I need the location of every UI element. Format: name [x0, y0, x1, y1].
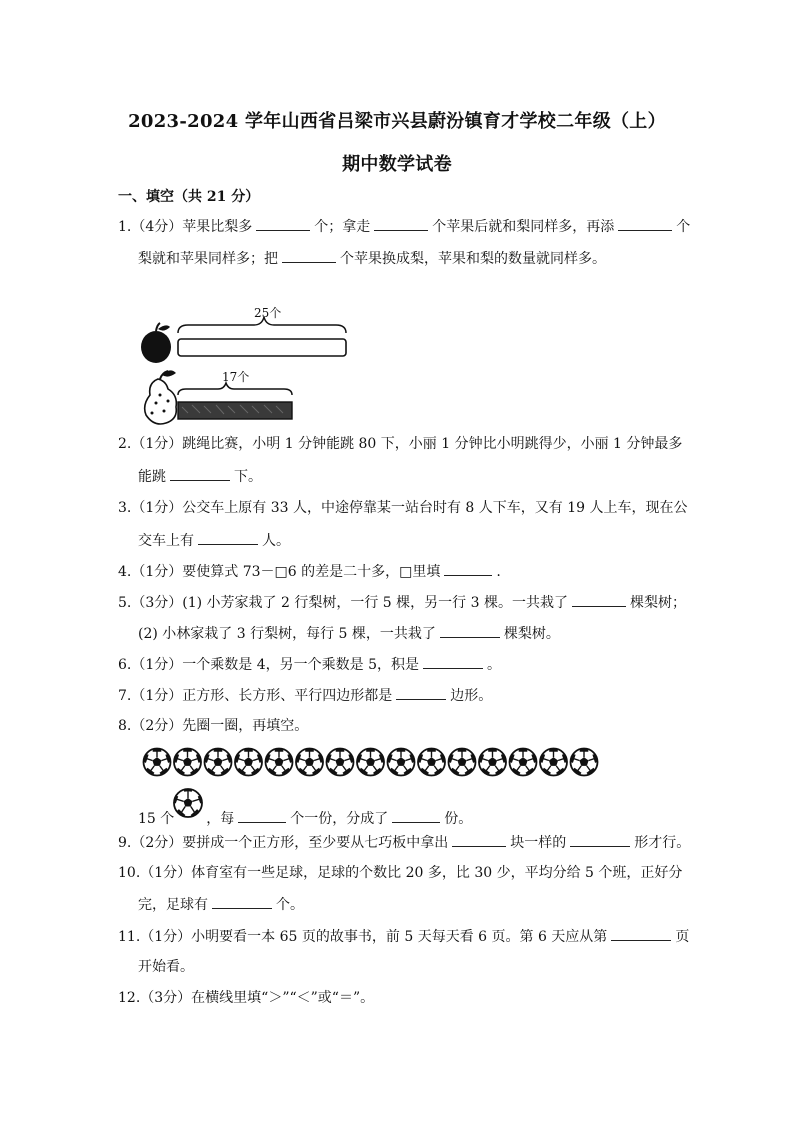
- soccer-ball-icon: [357, 749, 384, 776]
- question-1-line2: 梨就和苹果同样多；把 个苹果换成梨，苹果和梨的数量就同样多。: [138, 248, 606, 269]
- soccer-ball-icon: [266, 749, 293, 776]
- answer-blank[interactable]: [198, 530, 258, 545]
- answer-blank[interactable]: [396, 685, 446, 700]
- answer-blank[interactable]: [572, 592, 626, 607]
- soccer-ball-icon: [144, 749, 171, 776]
- answer-blank[interactable]: [570, 832, 630, 847]
- soccer-ball-icon: [510, 749, 537, 776]
- answer-blank[interactable]: [170, 466, 230, 481]
- pear-brace: [178, 383, 292, 395]
- answer-blank[interactable]: [423, 654, 483, 669]
- question-11-line2: 开始看。: [138, 959, 194, 975]
- question-9: 9.（2分）要拼成一个正方形，至少要从七巧板中拿出 块一样的 形才行。: [118, 832, 690, 853]
- soccer-ball-icon: [205, 749, 232, 776]
- soccer-ball-icon: [479, 749, 506, 776]
- answer-blank[interactable]: [618, 216, 672, 231]
- answer-blank[interactable]: [452, 832, 506, 847]
- question-3-line2: 交车上有 人。: [138, 530, 290, 551]
- soccer-ball-icon: [571, 749, 598, 776]
- apple-icon: [141, 323, 171, 363]
- soccer-ball-row: [140, 744, 600, 780]
- question-12: 12.（3分）在横线里填“＞”“＜”或“＝”。: [118, 990, 375, 1006]
- soccer-ball-icon: [235, 749, 262, 776]
- question-11-line1: 11.（1分）小明要看一本 65 页的故事书，前 5 天每天看 6 页。第 6 天应从第 页: [118, 926, 689, 947]
- question-6: 6.（1分）一个乘数是 4，另一个乘数是 5，积是 。: [118, 654, 501, 675]
- question-3-line1: 3.（1分）公交车上原有 33 人，中途停靠某一站台时有 8 人下车，又有 19 人上车，现在公: [118, 500, 688, 516]
- question-8-line2: 15 个 ，每 个一份，分成了 份。: [138, 803, 472, 829]
- soccer-ball-icon: [174, 749, 201, 776]
- question-8-line1: 8.（2分）先圈一圈，再填空。: [118, 718, 309, 734]
- question-10-line1: 10.（1分）体育室有一些足球，足球的个数比 20 多，比 30 少，平均分给 5 个班，正好分: [118, 865, 683, 881]
- answer-blank[interactable]: [392, 808, 440, 823]
- pear-icon: [145, 370, 177, 424]
- soccer-ball-icon: [540, 749, 567, 776]
- section-heading: 一、填空（共 21 分）: [118, 189, 260, 205]
- answer-blank[interactable]: [611, 926, 671, 941]
- pear-count-label: 17个: [222, 370, 250, 384]
- soccer-ball-icon: [172, 787, 204, 819]
- apple-pear-bar-figure: [136, 303, 366, 428]
- question-4: 4.（1分）要使算式 73－□6 的差是二十多，□里填 .: [118, 561, 501, 582]
- question-5-line2: (2) 小林家栽了 3 行梨树，每行 5 棵，一共栽了 棵梨树。: [138, 623, 560, 644]
- apple-bar: [178, 339, 346, 356]
- soccer-ball-icon: [388, 749, 415, 776]
- question-2-line1: 2.（1分）跳绳比赛，小明 1 分钟能跳 80 下，小丽 1 分钟比小明跳得少，小丽 1 分钟最多: [118, 436, 683, 452]
- soccer-ball-icon: [296, 749, 323, 776]
- answer-blank[interactable]: [440, 623, 500, 638]
- apple-count-label: 25个: [254, 306, 282, 320]
- question-5-line1: 5.（3分）(1) 小芳家栽了 2 行梨树，一行 5 棵，另一行 3 棵。一共栽了 棵梨树；: [118, 592, 686, 613]
- soccer-ball-icon: [449, 749, 476, 776]
- soccer-ball-icon: [418, 749, 445, 776]
- question-2-line2: 能跳 下。: [138, 466, 262, 487]
- answer-blank[interactable]: [212, 894, 272, 909]
- answer-blank[interactable]: [256, 216, 310, 231]
- pear-bar: [178, 402, 292, 419]
- answer-blank[interactable]: [282, 248, 336, 263]
- answer-blank[interactable]: [374, 216, 428, 231]
- answer-blank[interactable]: [444, 561, 492, 576]
- question-7: 7.（1分）正方形、长方形、平行四边形都是 边形。: [118, 685, 492, 706]
- exam-title-line2: 期中数学试卷: [342, 154, 452, 175]
- answer-blank[interactable]: [238, 808, 286, 823]
- exam-title-line1: 2023-2024 学年山西省吕梁市兴县蔚汾镇育才学校二年级（上）: [128, 111, 666, 132]
- question-10-line2: 完，足球有 个。: [138, 894, 304, 915]
- question-1-line1: 1.（4分）苹果比梨多 个；拿走 个苹果后就和梨同样多，再添 个: [118, 216, 690, 237]
- soccer-ball-icon: [327, 749, 354, 776]
